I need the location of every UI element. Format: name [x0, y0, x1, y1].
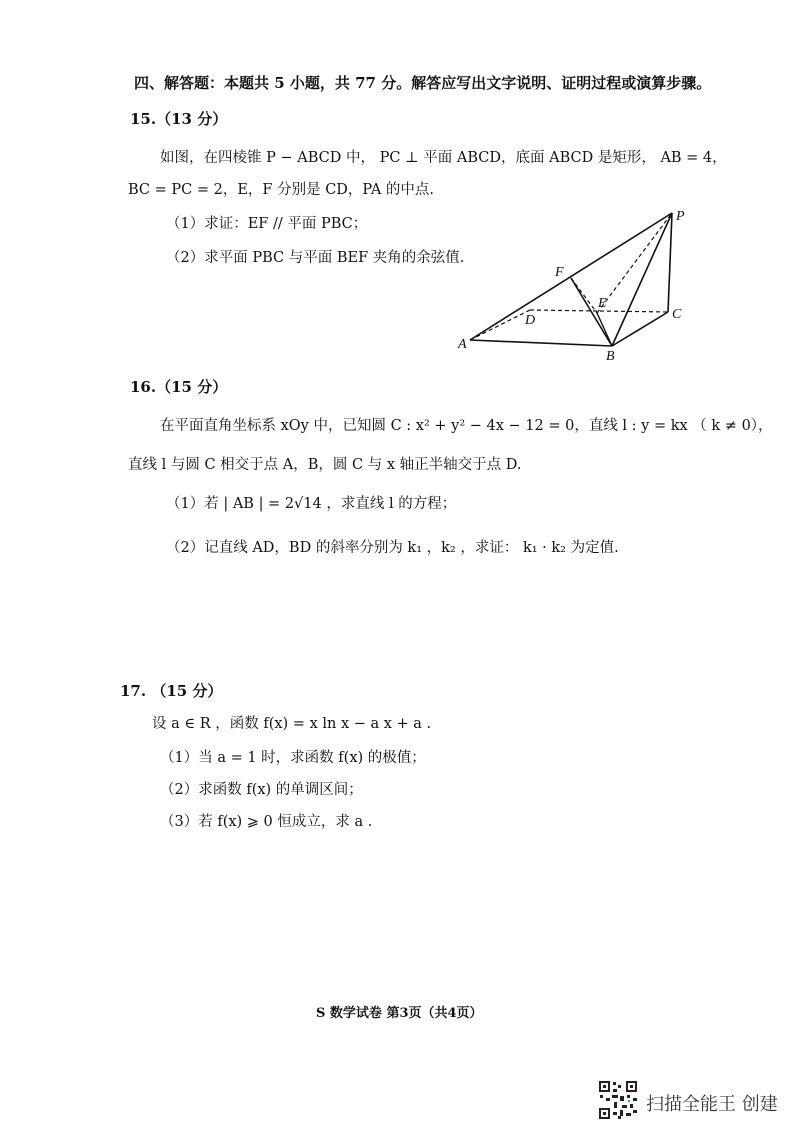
pyramid-figure — [440, 200, 700, 365]
label-D: D — [525, 313, 536, 328]
question-16-number: 16.（15 分） — [130, 378, 228, 396]
edge-BP — [612, 213, 672, 346]
question-15-part1: （1）求证：EF // 平面 PBC； — [166, 216, 368, 232]
page-footer: S 数学试卷 第3页（共4页） — [316, 1006, 483, 1021]
question-17-text-line1: 设 a ∈ R ，函数 f(x) = x ln x − a x + a . — [152, 716, 432, 732]
label-B: B — [606, 349, 615, 364]
edge-AP — [470, 213, 672, 340]
section-title: 四、解答题：本题共 5 小题，共 77 分。解答应写出文字说明、证明过程或演算步骤。 — [134, 74, 712, 92]
question-16-text-line1: 在平面直角坐标系 xOy 中，已知圆 C : x² + y² − 4x − 12 = 0，直线 l : y = kx （ k ≠ 0）， — [160, 418, 773, 434]
question-15-text-line2: BC = PC = 2，E，F 分别是 CD，PA 的中点. — [128, 182, 435, 198]
label-A: A — [458, 337, 467, 352]
label-E: E — [598, 296, 607, 311]
label-F: F — [555, 265, 564, 280]
question-16-part1: （1）若 | AB | = 2√14 ，求直线 l 的方程； — [166, 496, 457, 512]
question-16-text-line2: 直线 l 与圆 C 相交于点 A，B，圆 C 与 x 轴正半轴交于点 D. — [128, 457, 522, 473]
question-15-text-line1: 如图，在四棱锥 P − ABCD 中， PC ⊥ 平面 ABCD，底面 ABCD 是矩形， AB = 4， — [160, 150, 727, 166]
question-17-part3: （3）若 f(x) ⩾ 0 恒成立，求 a . — [160, 814, 373, 830]
scanner-watermark: 扫描全能王 创建 — [646, 1094, 778, 1115]
edge-AB — [470, 340, 612, 346]
question-15-part2: （2）求平面 PBC 与平面 BEF 夹角的余弦值. — [166, 250, 465, 266]
qr-code-icon — [598, 1080, 638, 1120]
edge-AD — [470, 310, 530, 340]
edge-CP — [668, 213, 672, 312]
question-15-number: 15.（13 分） — [130, 110, 228, 128]
edge-FB — [571, 278, 612, 346]
question-17-part1: （1）当 a = 1 时，求函数 f(x) 的极值； — [160, 750, 426, 766]
question-17-part2: （2）求函数 f(x) 的单调区间； — [160, 782, 363, 798]
label-C: C — [672, 307, 682, 322]
question-17-number: 17. （15 分） — [120, 682, 223, 700]
question-16-part2: （2）记直线 AD，BD 的斜率分别为 k₁ ，k₂ ，求证： k₁ · k₂ 为定值. — [166, 540, 619, 556]
edge-EB — [597, 313, 612, 346]
label-P: P — [676, 209, 685, 224]
